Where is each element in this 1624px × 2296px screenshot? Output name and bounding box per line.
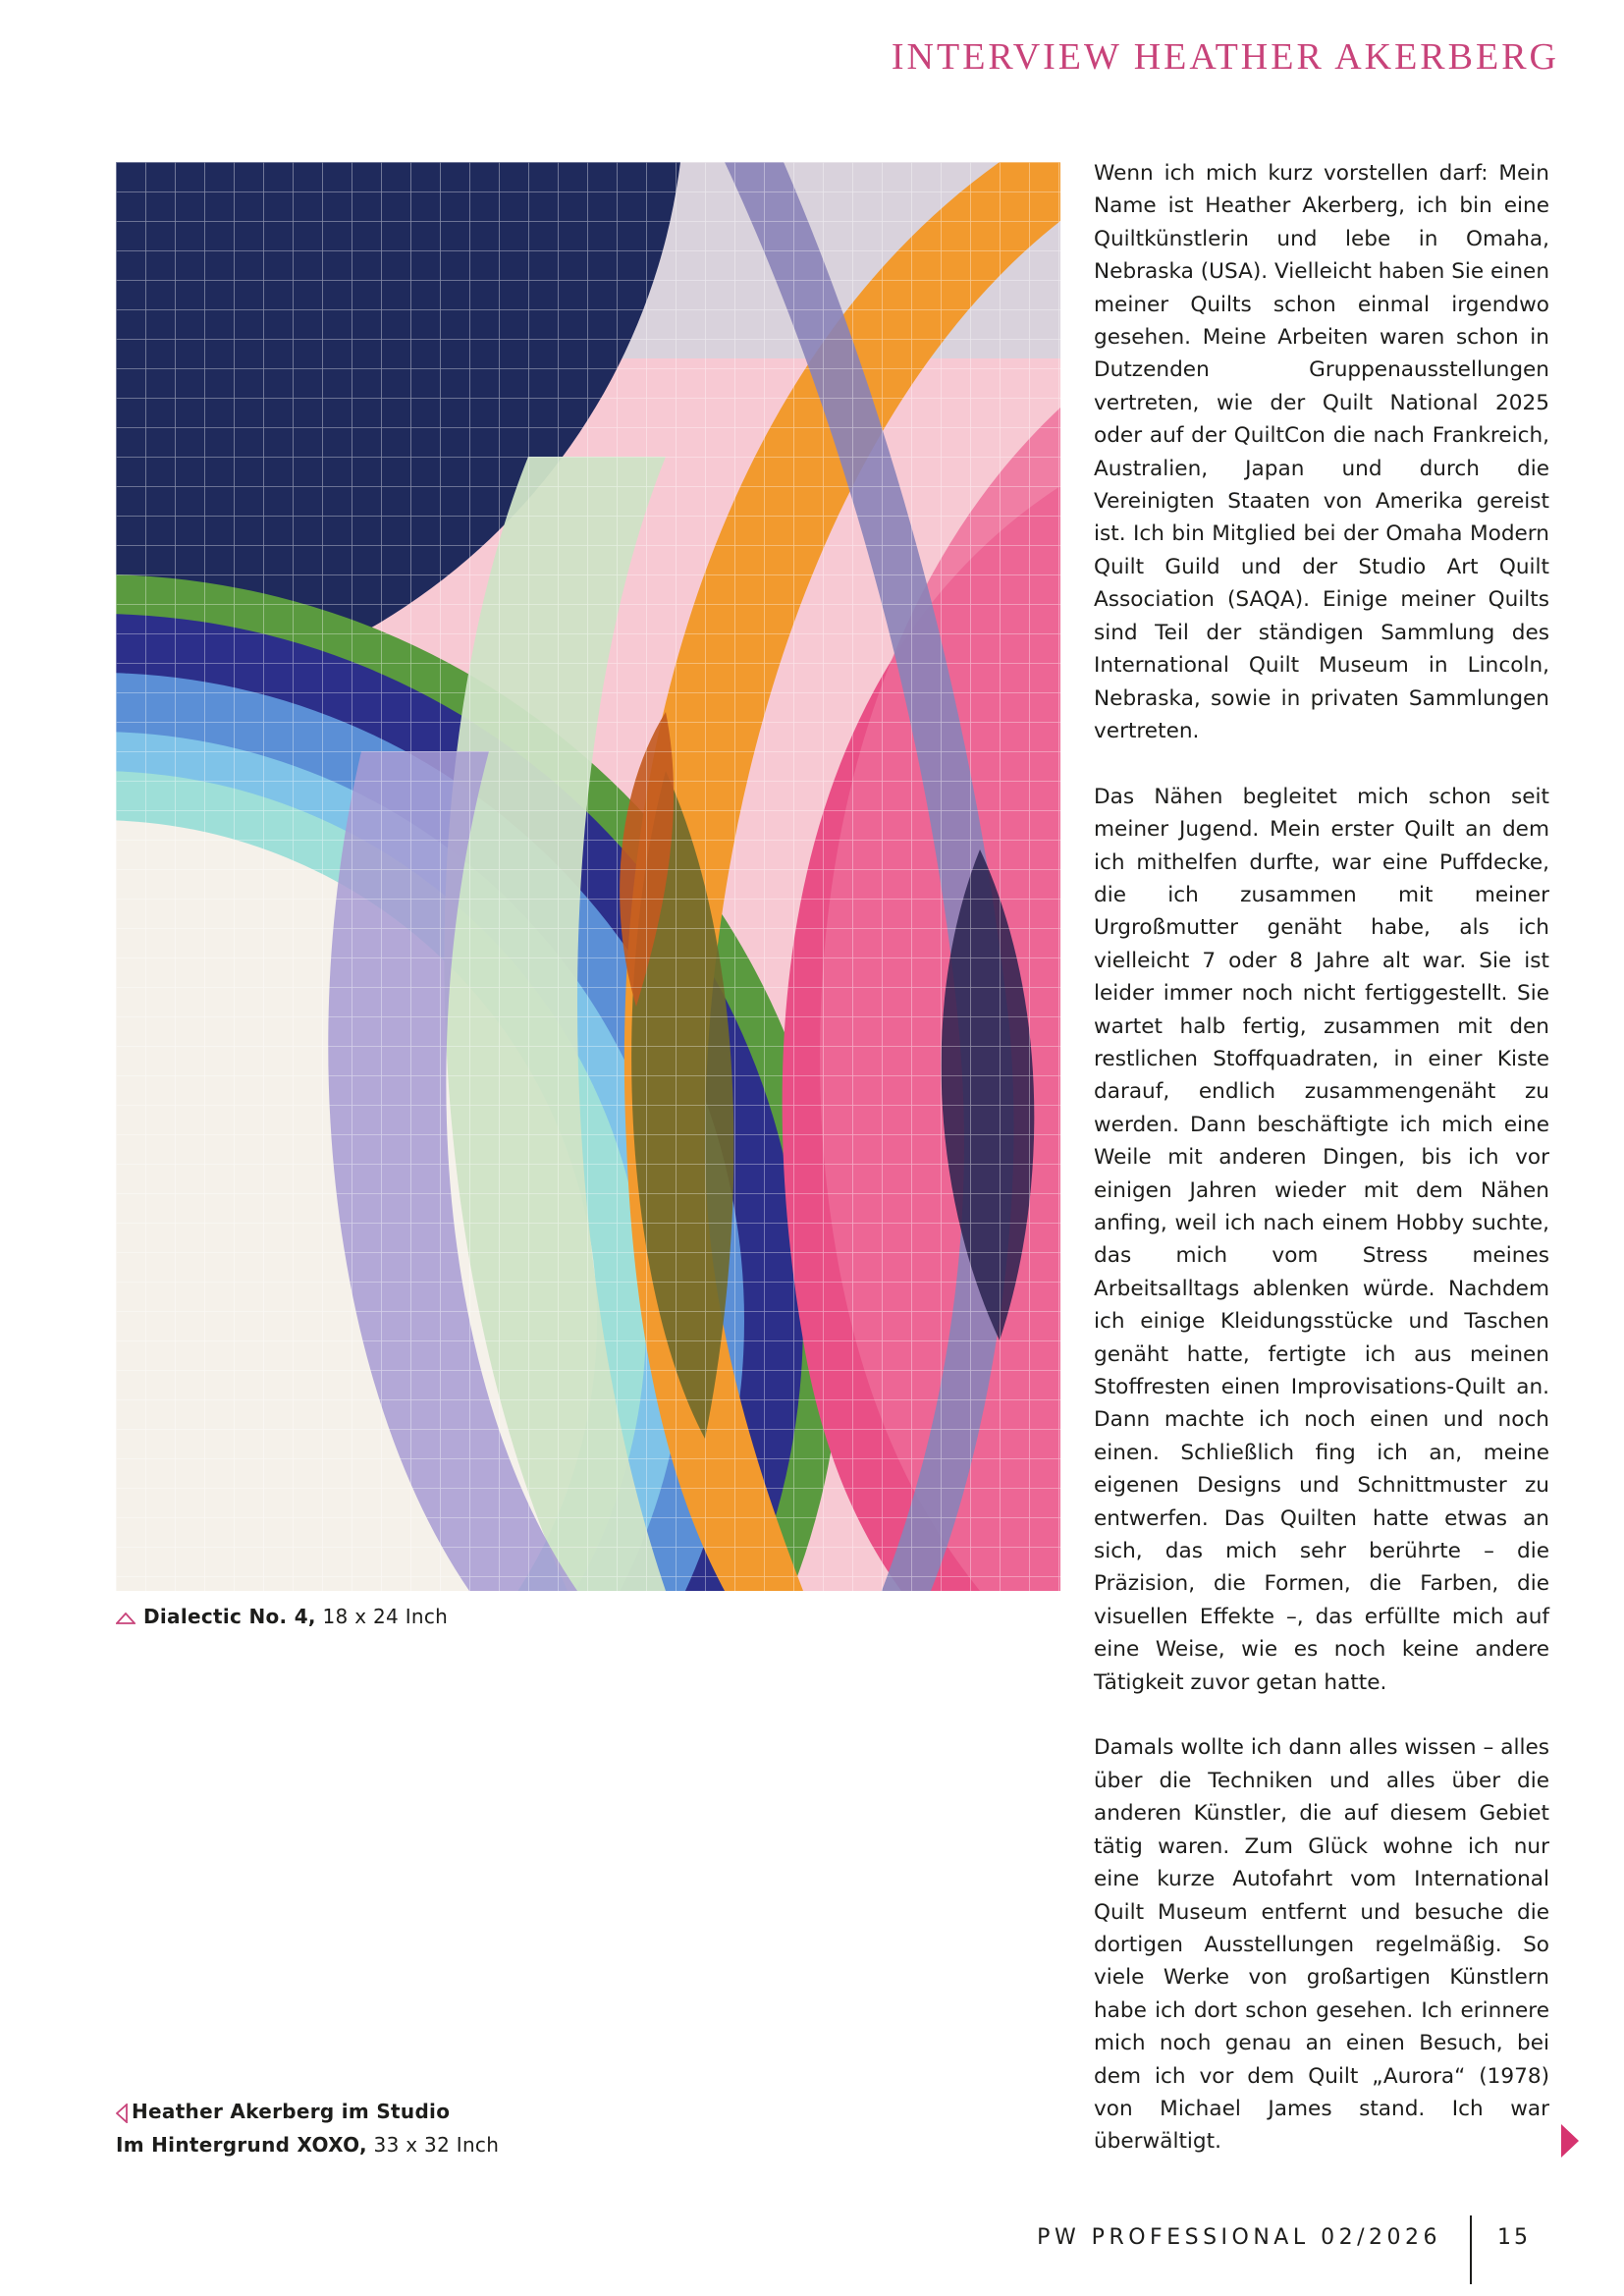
footer-divider [1470, 2215, 1472, 2284]
article-body [1094, 157, 1549, 2191]
page-number: 15 [1497, 2225, 1531, 2250]
artwork-caption-title: Dialectic No. 4, [143, 1605, 316, 1628]
footer-magazine-title: PW PROFESSIONAL 02/2026 [1037, 2225, 1441, 2250]
studio-caption-line2-size: 33 x 32 Inch [373, 2133, 500, 2157]
page-header-title: INTERVIEW HEATHER AKERBERG [891, 36, 1559, 78]
article-paragraph: Damals wollte ich dann alles wissen – alles über die Techniken und alles über die anderen Künstler, die auf diesem Gebiet tätig waren. Zum Glück wohne ich nur eine kurze Autofahrt vom International Quilt Museum entfernt und besuche die dortigen Ausstellungen regelmäßig. So viele Werke von großartigen Künstlern habe ich dort schon gesehen. Ich erinnere mich noch genau an einen Besuch, bei dem ich vor dem Quilt „Aurora“ (1978) von Michael James stand. Ich war überwältigt. [1094, 1735, 1549, 2155]
studio-caption-line1: Heather Akerberg im Studio [132, 2100, 451, 2123]
quilt-artwork-image [116, 162, 1060, 1591]
studio-caption [116, 2095, 499, 2161]
article-paragraph: Das Nähen begleitet mich schon seit meiner Jugend. Mein erster Quilt an dem ich mithelfen durfte, war eine Puffdecke, die ich zusammen mit meiner Urgroßmutter genäht habe, als ich vielleicht 7 oder 8 Jahre alt war. Sie ist leider immer noch nicht fertiggestellt. Sie wartet halb fertig, zusammen mit den restlichen Stoffquadraten, in einer Kiste darauf, endlich zusammengenäht zu werden. Dann beschäftigte ich mich eine Weile mit anderen Dingen, bis ich vor einigen Jahren wieder mit dem Nähen anfing, weil ich nach einem Hobby suchte, das mich vom Stress meines Arbeitsalltags ablenken würde. Nachdem ich einige Kleidungsstücke und Taschen genäht hatte, fertigte ich aus meinen Stoffresten einen Improvisations-Quilt an. Dann machte ich noch einen und noch einen. Schließlich fing ich an, meine eigenen Designs und Schnittmuster zu entwerfen. Das Quilten hatte etwas an sich, das mich sehr berührte – die Präzision, die Formen, die Farben, die visuellen Effekte –, das erfüllte mich auf eine Weise, wie es noch keine andere Tätigkeit zuvor getan hatte. [1094, 784, 1549, 1695]
artwork-caption [116, 1605, 448, 1628]
studio-caption-line2-bold: Im Hintergrund XOXO, [116, 2133, 367, 2157]
article-paragraph: Wenn ich mich kurz vorstellen darf: Mein Name ist Heather Akerberg, ich bin eine Quiltkünstlerin und lebe in Omaha, Nebraska (USA). Vielleicht haben Sie einen meiner Quilts schon einmal irgendwo gesehen. Meine Arbeiten waren schon in Dutzenden Gruppenausstellungen vertreten, wie der Quilt National 2025 oder auf der QuiltCon die nach Frankreich, Australien, Japan und durch die Vereinigten Staaten von Amerika gereist ist. Ich bin Mitglied bei der Omaha Modern Quilt Guild und der Studio Art Quilt Association (SAQA). Einige meiner Quilts sind Teil der ständigen Sammlung des International Quilt Museum in Lincoln, Nebraska, sowie in privaten Sammlungen vertreten. [1094, 161, 1550, 743]
page-footer [0, 2225, 1624, 2265]
artwork-caption-size: 18 x 24 Inch [322, 1605, 449, 1628]
triangle-left-icon [116, 2104, 128, 2123]
next-page-arrow-icon[interactable] [1561, 2124, 1579, 2158]
triangle-up-icon [116, 1613, 135, 1624]
